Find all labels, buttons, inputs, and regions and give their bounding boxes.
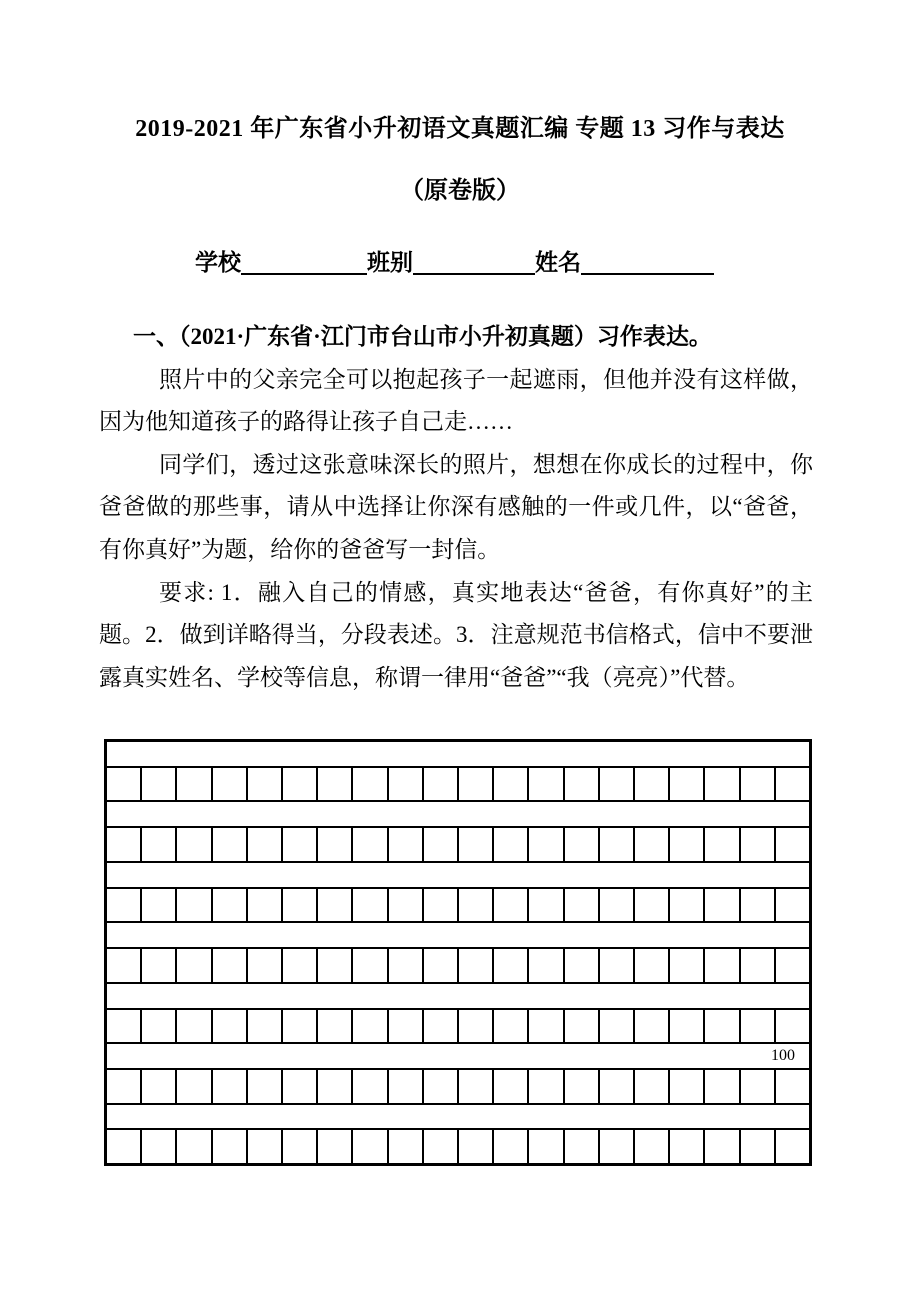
- grid-cell: [213, 889, 248, 922]
- grid-cell: [494, 1070, 529, 1103]
- grid-cell: [705, 1130, 740, 1163]
- grid-cell: [424, 1130, 459, 1163]
- grid-cell: [600, 1130, 635, 1163]
- grid-blank-band: [107, 1105, 809, 1131]
- grid-cell: [776, 1070, 809, 1103]
- grid-cell: [776, 768, 809, 801]
- grid-cell: [424, 889, 459, 922]
- grid-cell: [635, 768, 670, 801]
- grid-blank-band: [107, 742, 809, 768]
- grid-cell: [459, 1070, 494, 1103]
- grid-cell: [424, 828, 459, 861]
- grid-cell: [705, 949, 740, 982]
- grid-cell: [565, 1010, 600, 1043]
- grid-box-row: [107, 828, 809, 863]
- grid-cell: [318, 828, 353, 861]
- grid-cell: [705, 1070, 740, 1103]
- grid-cell: [353, 768, 388, 801]
- grid-blank-band: [107, 802, 809, 828]
- grid-cell: [529, 1130, 564, 1163]
- grid-cell: [459, 828, 494, 861]
- grid-cell: [670, 1130, 705, 1163]
- grid-box-row: [107, 949, 809, 984]
- grid-cell: [705, 828, 740, 861]
- grid-cell: [565, 828, 600, 861]
- grid-cell: [213, 768, 248, 801]
- grid-cell: [741, 1130, 776, 1163]
- grid-cell: [283, 1010, 318, 1043]
- grid-cell: [107, 889, 142, 922]
- grid-cell: [635, 949, 670, 982]
- grid-cell: [741, 1010, 776, 1043]
- grid-cell: [670, 889, 705, 922]
- grid-cell: [741, 768, 776, 801]
- grid-cell: [776, 889, 809, 922]
- grid-cell: [177, 828, 212, 861]
- grid-cell: [283, 1130, 318, 1163]
- grid-box-row: [107, 1130, 809, 1163]
- grid-cell: [248, 1130, 283, 1163]
- word-count-marker: 100: [771, 1047, 795, 1065]
- grid-cell: [107, 828, 142, 861]
- grid-cell: [389, 1130, 424, 1163]
- composition-grid: [104, 739, 812, 1166]
- grid-cell: [389, 1010, 424, 1043]
- grid-cell: [600, 768, 635, 801]
- grid-blank-band: [107, 1044, 809, 1070]
- grid-cell: [283, 949, 318, 982]
- grid-cell: [353, 889, 388, 922]
- grid-cell: [565, 1130, 600, 1163]
- document-title: 2019-2021 年广东省小升初语文真题汇编 专题 13 习作与表达: [135, 116, 785, 142]
- grid-cell: [248, 889, 283, 922]
- grid-cell: [529, 889, 564, 922]
- grid-cell: [776, 1130, 809, 1163]
- grid-cell: [318, 889, 353, 922]
- grid-cell: [494, 1010, 529, 1043]
- grid-cell: [283, 1070, 318, 1103]
- grid-cell: [318, 1070, 353, 1103]
- grid-cell: [177, 768, 212, 801]
- grid-cell: [635, 889, 670, 922]
- question-heading: 一、（2021·广东省·江门市台山市小升初真题）习作表达。: [133, 324, 712, 349]
- grid-cell: [670, 768, 705, 801]
- grid-cell: [283, 889, 318, 922]
- grid-cell: [494, 1130, 529, 1163]
- question-requirements: 要求: 1．融入自己的情感，真实地表达“爸爸，有你真好”的主题。2．做到详略得当，分段表述。3．注意规范书信格式，信中不要泄露真实姓名、学校等信息，称谓一律用“爸爸”“我（亮亮）”代替。: [99, 579, 813, 690]
- grid-cell: [424, 1070, 459, 1103]
- grid-cell: [424, 1010, 459, 1043]
- grid-cell: [389, 889, 424, 922]
- grid-cell: [741, 1070, 776, 1103]
- grid-cell: [459, 889, 494, 922]
- grid-cell: [177, 1010, 212, 1043]
- school-label: 学校: [195, 250, 241, 275]
- grid-cell: [318, 768, 353, 801]
- grid-blank-band: [107, 863, 809, 889]
- grid-cell: [705, 889, 740, 922]
- grid-cell: [283, 768, 318, 801]
- grid-cell: [424, 949, 459, 982]
- grid-box-row: [107, 768, 809, 803]
- grid-cell: [353, 1010, 388, 1043]
- grid-cell: [529, 1070, 564, 1103]
- grid-cell: [565, 949, 600, 982]
- grid-cell: [705, 1010, 740, 1043]
- grid-cell: [213, 1070, 248, 1103]
- grid-cell: [459, 949, 494, 982]
- grid-cell: [600, 1070, 635, 1103]
- grid-cell: [600, 889, 635, 922]
- grid-cell: [389, 768, 424, 801]
- grid-cell: [107, 1130, 142, 1163]
- grid-cell: [353, 1070, 388, 1103]
- grid-cell: [494, 949, 529, 982]
- school-blank-field: [241, 249, 367, 275]
- grid-cell: [494, 768, 529, 801]
- grid-cell: [600, 1010, 635, 1043]
- grid-cell: [635, 1070, 670, 1103]
- grid-cell: [177, 1070, 212, 1103]
- question-paragraph: 同学们，透过这张意味深长的照片，想想在你成长的过程中，你爸爸做的那些事，请从中选择让你深有感触的一件或几件，以“爸爸，有你真好”为题，给你的爸爸写一封信。: [99, 451, 813, 562]
- grid-cell: [389, 1070, 424, 1103]
- grid-cell: [107, 1070, 142, 1103]
- grid-cell: [142, 1070, 177, 1103]
- name-blank-field: [581, 249, 714, 275]
- grid-cell: [776, 828, 809, 861]
- grid-cell: [177, 949, 212, 982]
- grid-cell: [494, 889, 529, 922]
- grid-cell: [248, 949, 283, 982]
- grid-cell: [248, 828, 283, 861]
- grid-cell: [213, 949, 248, 982]
- grid-cell: [635, 1130, 670, 1163]
- grid-box-row: [107, 1070, 809, 1105]
- grid-cell: [248, 1010, 283, 1043]
- grid-cell: [142, 768, 177, 801]
- grid-cell: [529, 768, 564, 801]
- grid-blank-band: [107, 984, 809, 1010]
- grid-cell: [741, 949, 776, 982]
- grid-cell: [389, 828, 424, 861]
- grid-cell: [107, 768, 142, 801]
- grid-cell: [529, 828, 564, 861]
- student-info-line: [195, 244, 714, 277]
- grid-cell: [705, 768, 740, 801]
- grid-cell: [142, 1130, 177, 1163]
- grid-cell: [670, 949, 705, 982]
- grid-cell: [565, 768, 600, 801]
- grid-cell: [635, 828, 670, 861]
- grid-cell: [670, 1070, 705, 1103]
- grid-cell: [459, 768, 494, 801]
- name-label: 姓名: [535, 250, 581, 275]
- grid-cell: [353, 949, 388, 982]
- grid-box-row: [107, 889, 809, 924]
- grid-cell: [600, 949, 635, 982]
- grid-cell: [213, 828, 248, 861]
- grid-cell: [107, 949, 142, 982]
- grid-cell: [107, 1010, 142, 1043]
- grid-cell: [318, 1130, 353, 1163]
- grid-cell: [670, 1010, 705, 1043]
- grid-cell: [565, 889, 600, 922]
- grid-cell: [142, 828, 177, 861]
- grid-cell: [142, 889, 177, 922]
- grid-cell: [318, 1010, 353, 1043]
- grid-cell: [142, 949, 177, 982]
- question-block: [99, 316, 813, 699]
- grid-cell: [248, 1070, 283, 1103]
- grid-cell: [776, 1010, 809, 1043]
- grid-cell: [600, 828, 635, 861]
- grid-cell: [142, 1010, 177, 1043]
- grid-cell: [670, 828, 705, 861]
- grid-cell: [213, 1130, 248, 1163]
- grid-cell: [776, 949, 809, 982]
- grid-cell: [177, 1130, 212, 1163]
- grid-cell: [635, 1010, 670, 1043]
- grid-cell: [494, 828, 529, 861]
- grid-cell: [353, 828, 388, 861]
- grid-cell: [389, 949, 424, 982]
- grid-cell: [565, 1070, 600, 1103]
- grid-cell: [283, 828, 318, 861]
- grid-cell: [741, 828, 776, 861]
- question-paragraph: 照片中的父亲完全可以抱起孩子一起遮雨，但他并没有这样做，因为他知道孩子的路得让孩子自己走……: [99, 366, 813, 435]
- grid-cell: [424, 768, 459, 801]
- document-subtitle: （原卷版）: [400, 178, 520, 204]
- grid-cell: [459, 1010, 494, 1043]
- grid-cell: [213, 1010, 248, 1043]
- grid-cell: [459, 1130, 494, 1163]
- grid-cell: [248, 768, 283, 801]
- grid-cell: [529, 949, 564, 982]
- grid-cell: [353, 1130, 388, 1163]
- grid-cell: [318, 949, 353, 982]
- grid-box-row: [107, 1010, 809, 1045]
- grid-cell: [529, 1010, 564, 1043]
- grid-cell: [177, 889, 212, 922]
- grid-cell: [741, 889, 776, 922]
- grid-blank-band: [107, 923, 809, 949]
- class-blank-field: [413, 249, 535, 275]
- class-label: 班别: [367, 250, 413, 275]
